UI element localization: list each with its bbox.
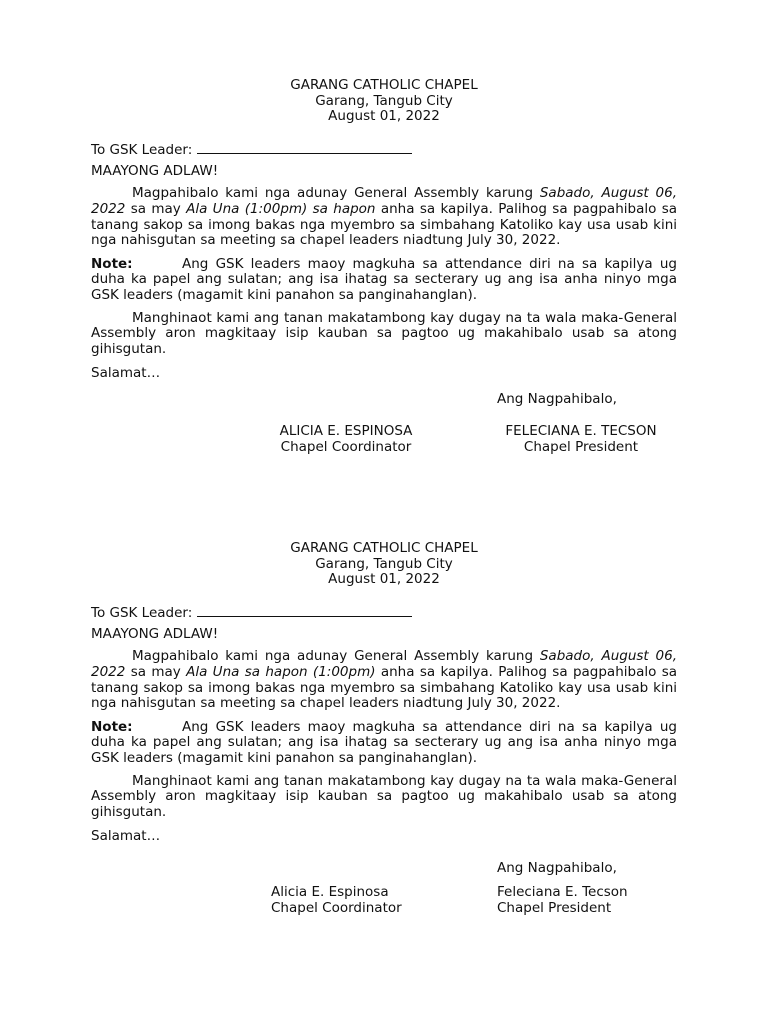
note-text: Ang GSK leaders maoy magkuha sa attendance diri na sa kapilya ug duha ka papel ang sulatan; ang isa ihatag sa secterary ug ang isa anha ninyo mga GSK leaders (magamit kini panahon sa panginahanglan).	[91, 718, 677, 766]
org-name: GARANG CATHOLIC CHAPEL	[290, 540, 478, 556]
note-label: Note:	[91, 255, 133, 272]
signer-coordinator	[271, 885, 421, 916]
addressee-label: To GSK Leader:	[91, 604, 193, 621]
signer-name: ALICIA E. ESPINOSA	[279, 422, 413, 439]
signature-block	[91, 849, 677, 919]
signer-title: Chapel Coordinator	[280, 438, 412, 455]
assembly-date: Sabado, August 06, 2022	[91, 648, 677, 680]
closing: Salamat…	[91, 365, 161, 382]
greeting: MAAYONG ADLAW!	[91, 625, 219, 642]
letter-2	[91, 541, 677, 919]
addressee-line	[91, 604, 677, 620]
addressee-label: To GSK Leader:	[91, 141, 193, 158]
signer-name: Alicia E. Espinosa	[271, 883, 389, 900]
body-paragraph-2: Manghinaot kami ang tanan makatambong kay dugay na ta wala maka-General Assembly aron magkitaay isip kauban sa pagtoo ug makahibalo usab sa atong gihisgutan.	[91, 772, 677, 820]
letter-date: August 01, 2022	[328, 108, 440, 125]
greeting: MAAYONG ADLAW!	[91, 162, 219, 179]
signer-title: Chapel Coordinator	[271, 899, 402, 916]
assembly-time: Ala Una (1:00pm) sa hapon	[186, 200, 376, 217]
letter-1	[91, 78, 677, 456]
signer-president	[497, 424, 665, 455]
body-paragraph-2: Manghinaot kami ang tanan makatambong kay dugay na ta wala maka-General Assembly aron magkitaay isip kauban sa pagtoo ug makahibalo usab sa atong gihisgutan.	[91, 309, 677, 357]
note-text: Ang GSK leaders maoy magkuha sa attendance diri na sa kapilya ug duha ka papel ang sulatan; ang isa ihatag sa secterary ug ang isa anha ninyo mga GSK leaders (magamit kini panahon sa panginahanglan).	[91, 255, 677, 303]
letter-header	[91, 541, 677, 588]
letter-date: August 01, 2022	[328, 571, 440, 588]
signer-coordinator	[271, 424, 421, 455]
signer-president	[497, 885, 667, 916]
assembly-time: Ala Una sa hapon (1:00pm)	[186, 663, 376, 680]
note-label: Note:	[91, 718, 133, 735]
signature-block	[91, 386, 677, 456]
blank-underline	[197, 141, 412, 154]
body-paragraph-1: Magpahibalo kami nga adunay General Assembly karung Sabado, August 06, 2022 sa may Ala Una sa hapon (1:00pm) anha sa kapilya. Palihog sa pagpahibalo sa tanang sakop sa imong bakas nga myembro sa simbahang Katoliko kay usa usab kini nga nahisgutan sa meeting sa chapel leaders niadtung July 30, 2022.	[91, 648, 678, 712]
assembly-date: Sabado, August 06, 2022	[91, 185, 677, 217]
signer-title: Chapel President	[523, 438, 639, 455]
note-paragraph	[91, 257, 677, 304]
body-paragraph-1: Magpahibalo kami nga adunay General Assembly karung Sabado, August 06, 2022 sa may Ala Una (1:00pm) sa hapon anha sa kapilya. Palihog sa pagpahibalo sa tanang sakop sa imong bakas nga myembro sa simbahang Katoliko kay usa usab kini nga nahisgutan sa meeting sa chapel leaders niadtung July 30, 2022.	[91, 185, 678, 249]
note-paragraph	[91, 720, 677, 767]
nagpahibalo-label: Ang Nagpahibalo,	[497, 859, 617, 876]
nagpahibalo-label: Ang Nagpahibalo,	[497, 390, 617, 407]
addressee-line	[91, 141, 677, 157]
blank-underline	[197, 604, 412, 617]
org-place: Garang, Tangub City	[315, 555, 453, 572]
signer-name: Feleciana E. Tecson	[497, 883, 628, 900]
org-name: GARANG CATHOLIC CHAPEL	[290, 77, 478, 93]
signer-name: FELECIANA E. TECSON	[505, 422, 657, 439]
letter-header	[91, 78, 677, 125]
closing: Salamat…	[91, 828, 161, 845]
signer-title: Chapel President	[497, 899, 612, 916]
org-place: Garang, Tangub City	[315, 92, 453, 109]
